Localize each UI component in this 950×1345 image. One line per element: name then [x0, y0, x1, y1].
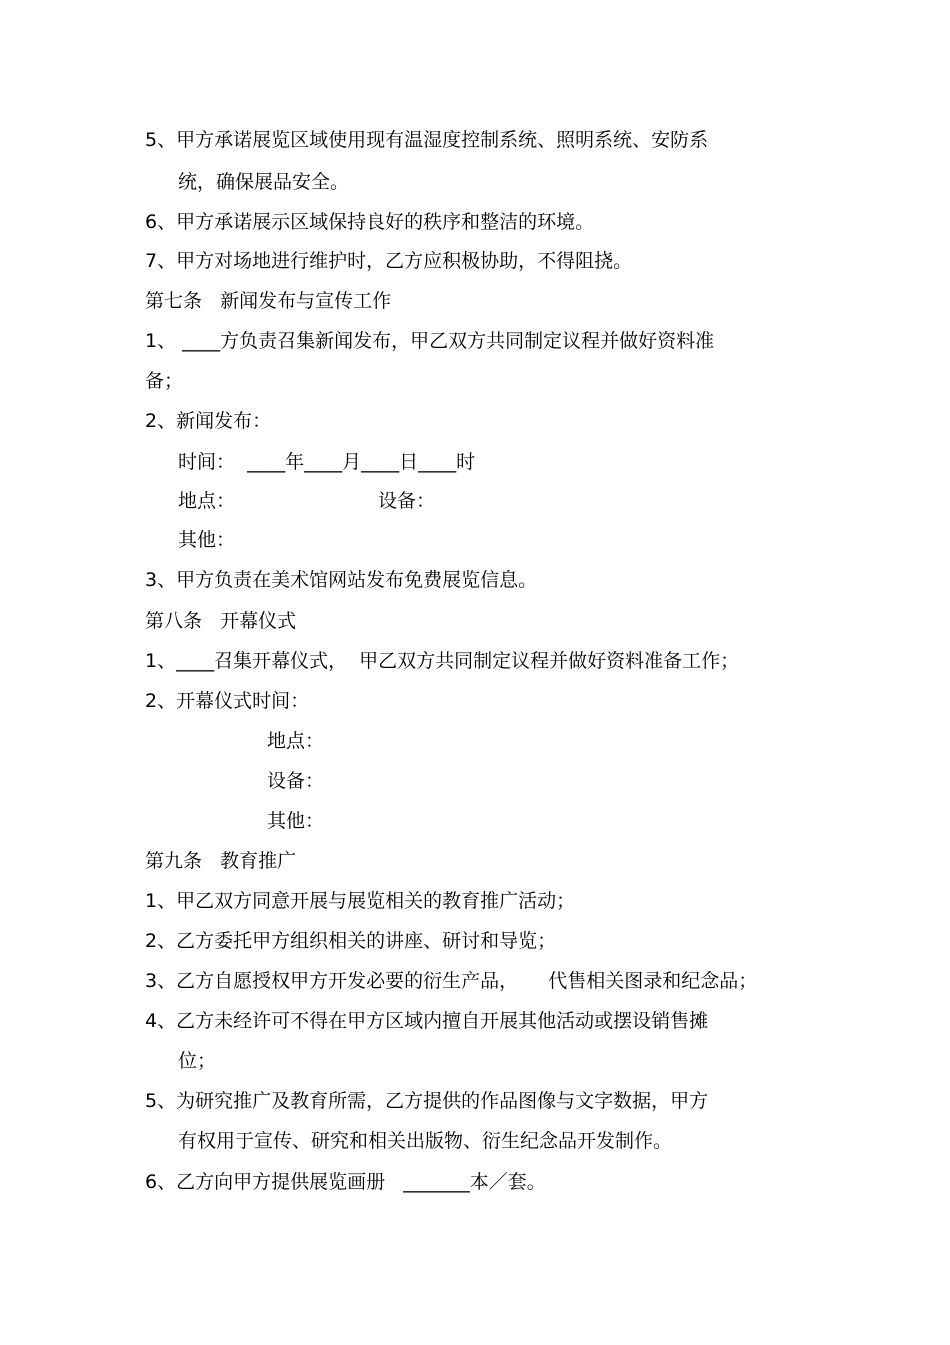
clause-6-item-7: 7、甲方对场地进行维护时，乙方应积极协助，不得阻挠。: [145, 250, 633, 272]
press-time-field: 时间： ____年____月____日____时: [178, 451, 476, 473]
press-equipment-field: 设备：: [378, 490, 436, 512]
clause-7-heading: 第七条 新闻发布与宣传工作: [145, 290, 392, 312]
clause-9-item-5-line-1: 5、为研究推广及教育所需，乙方提供的作品图像与文字数据，甲方: [145, 1090, 709, 1112]
clause-9-item-5-line-2: 有权用于宣传、研究和相关出版物、衍生纪念品开发制作。: [178, 1130, 673, 1152]
clause-9-item-1: 1、甲乙双方同意开展与展览相关的教育推广活动；: [145, 890, 576, 912]
clause-6-item-6: 6、甲方承诺展示区域保持良好的秩序和整洁的环境。: [145, 211, 595, 233]
clause-9-item-2: 2、乙方委托甲方组织相关的讲座、研讨和导览；: [145, 930, 557, 952]
clause-7-item-3: 3、甲方负责在美术馆网站发布免费展览信息。: [145, 569, 538, 591]
clause-8-item-2: 2、开幕仪式时间：: [145, 690, 310, 712]
clause-9-item-4-line-2: 位；: [178, 1050, 217, 1072]
clause-9-item-4-line-1: 4、乙方未经许可不得在甲方区域内擅自开展其他活动或摆设销售摊: [145, 1010, 709, 1032]
press-other-field: 其他：: [178, 529, 236, 551]
clause-7-item-1-line-1: 1、 ____方负责召集新闻发布，甲乙双方共同制定议程并做好资料准: [145, 330, 715, 352]
clause-8-item-1: 1、____召集开幕仪式， 甲乙双方共同制定议程并做好资料准备工作；: [145, 650, 740, 672]
clause-9-item-6: 6、乙方向甲方提供展览画册 _______本／套。: [145, 1171, 546, 1193]
clause-7-item-1-line-2: 备；: [145, 370, 184, 392]
press-location-field: 地点：: [178, 490, 236, 512]
opening-other-field: 其他：: [267, 810, 325, 832]
clause-6-item-5-line-1: 5、甲方承诺展览区域使用现有温湿度控制系统、照明系统、安防系: [145, 129, 709, 151]
clause-9-heading: 第九条 教育推广: [145, 850, 297, 872]
clause-6-item-5-line-2: 统，确保展品安全。: [178, 171, 350, 193]
clause-8-heading: 第八条 开幕仪式: [145, 610, 297, 632]
clause-9-item-3: 3、乙方自愿授权甲方开发必要的衍生产品， 代售相关图录和纪念品；: [145, 970, 758, 992]
opening-location-field: 地点：: [267, 730, 325, 752]
clause-7-item-2: 2、新闻发布：: [145, 410, 272, 432]
opening-equipment-field: 设备：: [267, 770, 325, 792]
